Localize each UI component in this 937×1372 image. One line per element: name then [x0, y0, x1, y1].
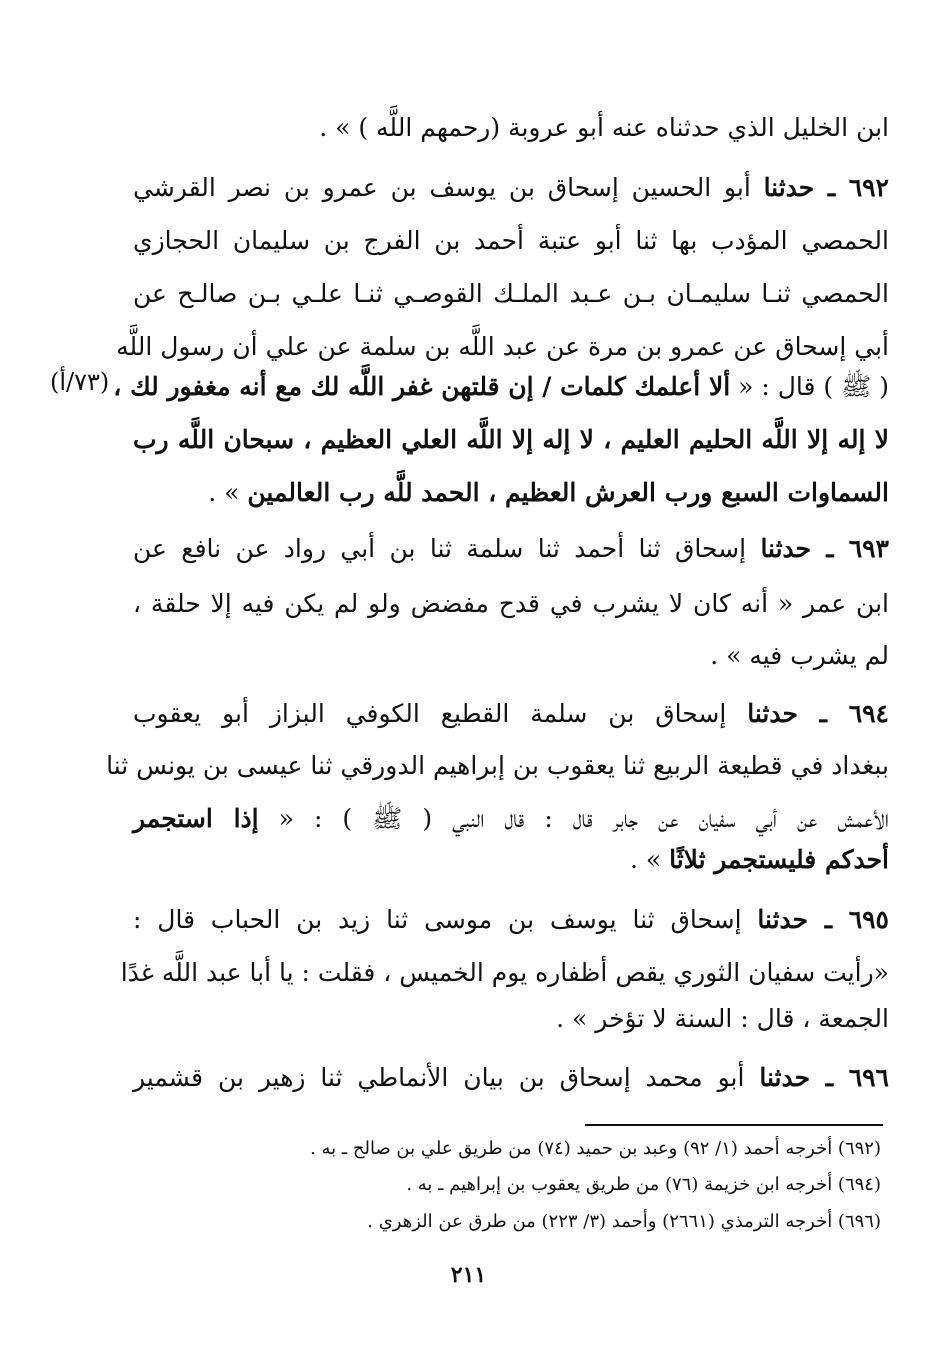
line-text: ابن الخليل الذي حدثناه عنه أبو عروبة (رحمهم اللَّه ) » .	[319, 113, 889, 142]
text-line	[133, 578, 889, 630]
line-text: ( ﷺ ) قال : «	[730, 372, 889, 401]
line-text: أبو الحسين إسحاق بن يوسف بن عمرو بن نصر القرشي	[133, 173, 764, 202]
line-text: الأعمش عن أبي سفيان عن جابر قال : قال النبي ( ﷺ ) : «	[258, 804, 889, 833]
hadith-number: ٦٩٤ ـ حدثنا	[747, 699, 889, 728]
footnote-separator	[585, 1124, 883, 1126]
footnote-692: (٦٩٢) أخرجه أحمد (١/ ٩٢) وعبد بن حميد (٧٤) من طريق علي بن صالح ـ به .	[310, 1138, 881, 1159]
line-text: «رأيت سفيان الثوري يقص أظفاره يوم الخميس ، فقلت : يا أبا عبد اللَّه غدًا	[120, 958, 889, 987]
bold-text: أحدكم فليستجمر ثلاثًا	[669, 845, 889, 874]
bold-text: إذا استجمر	[133, 804, 259, 833]
line-text: » .	[629, 845, 670, 874]
text-line	[133, 268, 889, 320]
hadith-number: ٦٩٢ ـ حدثنا	[763, 173, 889, 202]
text-line	[133, 215, 889, 267]
bold-text: السماوات السبع ورب العرش العظيم ، الحمد للَّه رب العالمين	[247, 478, 889, 507]
line-text: إسحاق ثنا يوسف بن موسى ثنا زيد بن الحباب قال :	[133, 905, 758, 934]
line-text: ببغداد في قطيعة الربيع ثنا يعقوب بن إبراهيم الدورقي ثنا عيسى بن يونس ثنا	[106, 751, 889, 780]
text-line	[133, 894, 889, 946]
footnote-696: (٦٩٦) أخرجه الترمذي (٢٦٦١) وأحمد (٣/ ٢٢٣) من طرق عن الزهري .	[367, 1211, 881, 1232]
page-number: ٢١١	[450, 1262, 487, 1288]
line-text: الجمعة ، قال : السنة لا تؤخر » .	[556, 1004, 889, 1033]
line-text: أبي إسحاق عن عمرو بن مرة عن عبد اللَّه بن سلمة عن علي أن رسول اللَّه	[116, 332, 889, 361]
line-text: الحمصي ثنـا سليمـان بـن عـبد الملـك القوصـي ثنـا علـي بـن صالـح عن	[133, 279, 889, 308]
bold-text: لا إله إلا اللَّه الحليم العليم ، لا إله إلا اللَّه العلي العظيم ، سبحان اللَّه رب	[133, 425, 889, 454]
text-line	[106, 740, 889, 792]
text-line	[133, 102, 889, 154]
text-line	[133, 993, 889, 1045]
hadith-number: ٦٩٥ ـ حدثنا	[757, 905, 889, 934]
line-text: » .	[208, 478, 248, 507]
hadith-number: ٦٩٦ ـ حدثنا	[759, 1063, 889, 1092]
footnote-694: (٦٩٤) أخرجه ابن خزيمة (٧٦) من طريق يعقوب بن إبراهيم ـ به .	[406, 1174, 881, 1195]
margin-folio-note: (٧٣/أ)	[50, 368, 110, 396]
text-line	[133, 467, 889, 519]
text-line	[133, 523, 889, 575]
text-line	[133, 688, 889, 740]
text-line	[133, 1052, 889, 1104]
line-text: الحمصي المؤدب بها ثنا أبو عتبة أحمد بن الفرج بن سليمان الحجازي	[133, 226, 889, 255]
line-text: ابن عمر « أنه كان لا يشرب في قدح مفضض ولو لم يكن فيه إلا حلقة ،	[133, 589, 889, 618]
text-line	[133, 162, 889, 214]
text-line	[133, 834, 889, 886]
hadith-number: ٦٩٣ ـ حدثنا	[760, 534, 889, 563]
line-text: إسحاق بن سلمة القطيع الكوفي البزاز أبو يعقوب	[133, 699, 748, 728]
text-line	[120, 947, 889, 999]
text-line	[133, 414, 889, 466]
text-line	[113, 361, 889, 413]
line-text: لم يشرب فيه » .	[710, 641, 889, 670]
line-text: أبو محمد إسحاق بن بيان الأنماطي ثنا زهير بن قشمير	[133, 1063, 760, 1092]
text-line	[133, 630, 889, 682]
line-text: إسحاق ثنا أحمد ثنا سلمة ثنا بن أبي رواد عن نافع عن	[133, 534, 761, 563]
bold-text: ألا أعلمك كلمات / إن قلتهن غفر اللَّه لك مع أنه مغفور لك ،	[113, 372, 731, 401]
